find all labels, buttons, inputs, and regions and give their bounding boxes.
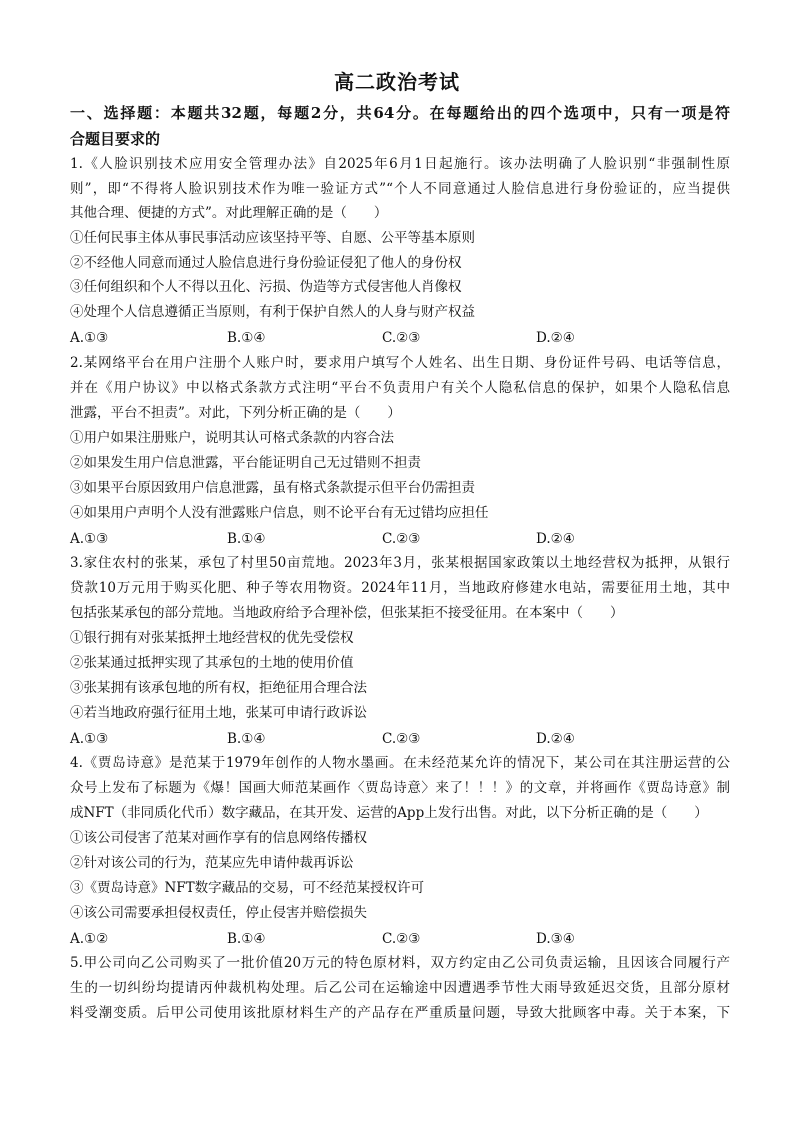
statement: ①用户如果注册账户，说明其认可格式条款的内容合法 xyxy=(70,430,394,446)
question-stem-line: 并在《用户协议》中以格式条款方式注明“平台不负责用户有关个人隐私信息的保护，如果个人隐私信息 xyxy=(70,380,730,396)
statement: ②张某通过抵押实现了其承包的土地的使用价值 xyxy=(70,655,354,671)
statement: ④该公司需要承担侵权责任，停止侵害并赔偿损失 xyxy=(70,905,367,921)
option-a: A.①③ xyxy=(70,531,109,547)
question-stem-line: 众号上发布了标题为《爆！国画大师范某画作〈贾岛诗意〉来了！！！》的文章，并将画作《贾岛诗意》制 xyxy=(70,780,730,796)
question-stem-line: 贷款10万元用于购买化肥、种子等农用物资。2024年11月，当地政府修建水电站，需要征用土地，其中 xyxy=(70,580,730,596)
section-heading-line-1: 一、选择题：本题共32题，每题2分，共64分。在每题给出的四个选项中，只有一项是符 xyxy=(70,104,730,122)
option-d: D.②④ xyxy=(536,531,575,547)
question-stem-line: 4.《贾岛诗意》是范某于1979年创作的人物水墨画。在未经范某允许的情况下，某公司在其注册运营的公 xyxy=(70,755,730,771)
statement: ①银行拥有对张某抵押土地经营权的优先受偿权 xyxy=(70,630,354,646)
option-b: B.①④ xyxy=(227,531,266,547)
option-c: C.②③ xyxy=(382,731,421,747)
option-b: B.①④ xyxy=(227,731,266,747)
statement: ④若当地政府强行征用土地，张某可申请行政诉讼 xyxy=(70,705,367,721)
statement: ②不经他人同意而通过人脸信息进行身份验证侵犯了他人的身份权 xyxy=(70,255,462,271)
statement: ④如果用户声明个人没有泄露账户信息，则不论平台有无过错均应担任 xyxy=(70,505,489,521)
answer-options xyxy=(70,328,730,348)
option-d: D.②④ xyxy=(536,330,575,346)
option-d: D.③④ xyxy=(536,931,575,947)
question-stem-line: 包括张某承包的部分荒地。当地政府给予合理补偿，但张某拒不接受征用。在本案中（ ） xyxy=(70,605,624,621)
answer-options xyxy=(70,729,730,749)
option-d: D.②④ xyxy=(536,731,575,747)
statement: ④处理个人信息遵循正当原则，有利于保护自然人的人身与财产权益 xyxy=(70,304,475,320)
option-a: A.①③ xyxy=(70,330,109,346)
option-c: C.②③ xyxy=(382,931,421,947)
option-c: C.②③ xyxy=(382,531,421,547)
question-stem-line: 其他合理、便捷的方式”。对此理解正确的是（ ） xyxy=(70,205,388,221)
statement: ①任何民事主体从事民事活动应该坚持平等、自愿、公平等基本原则 xyxy=(70,230,475,246)
option-a: A.①③ xyxy=(70,731,109,747)
section-heading-line-2: 合题目要求的 xyxy=(70,130,161,148)
option-c: C.②③ xyxy=(382,330,421,346)
section-heading xyxy=(70,100,730,152)
exam-title: 高二政治考试 xyxy=(334,70,460,94)
statement: ②如果发生用户信息泄露，平台能证明自己无过错则不担责 xyxy=(70,455,421,471)
question-stem-line: 则”，即“不得将人脸识别技术作为唯一验证方式”“个人不同意通过人脸信息进行身份验证的，应当提供 xyxy=(70,181,730,197)
question-stem-line: 料受潮变质。后甲公司使用该批原材料生产的产品存在严重质量问题，导致大批顾客中毒。关于本案，下 xyxy=(70,1005,730,1021)
statement: ③如果平台原因致用户信息泄露，虽有格式条款提示但平台仍需担责 xyxy=(70,480,475,496)
statement: ③任何组织和个人不得以丑化、污损、伪造等方式侵害他人肖像权 xyxy=(70,279,462,295)
answer-options xyxy=(70,929,730,949)
answer-options xyxy=(70,529,730,549)
option-b: B.①④ xyxy=(227,931,266,947)
option-b: B.①④ xyxy=(227,330,266,346)
question-stem-line: 2.某网络平台在用户注册个人账户时，要求用户填写个人姓名、出生日期、身份证件号码、电话等信息， xyxy=(70,355,730,371)
statement: ①该公司侵害了范某对画作享有的信息网络传播权 xyxy=(70,830,367,846)
question-stem-line: 5.甲公司向乙公司购买了一批价值20万元的特色原材料，双方约定由乙公司负责运输，且因该合同履行产 xyxy=(70,955,730,971)
question-stem-line: 生的一切纠纷均提请丙仲裁机构处理。后乙公司在运输途中因遭遇季节性大雨导致延迟交货，且部分原材 xyxy=(70,980,730,996)
statement: ②针对该公司的行为，范某应先申请仲裁再诉讼 xyxy=(70,855,354,871)
statement: ③《贾岛诗意》NFT数字藏品的交易，可不经范某授权许可 xyxy=(70,880,425,896)
question-stem-line: 泄露，平台不担责”。对此，下列分析正确的是（ ） xyxy=(70,405,401,421)
question-stem-line: 成NFT（非同质化代币）数字藏品，在其开发、运营的App上发行出售。对此，以下分析正确的是（ ） xyxy=(70,805,708,821)
option-a: A.①② xyxy=(70,931,109,947)
question-stem-line: 1.《人脸识别技术应用安全管理办法》自2025年6月1日起施行。该办法明确了人脸识别“非强制性原 xyxy=(70,156,730,172)
statement: ③张某拥有该承包地的所有权，拒绝征用合理合法 xyxy=(70,680,367,696)
question-stem-line: 3.家住农村的张某，承包了村里50亩荒地。2023年3月，张某根据国家政策以土地经营权为抵押，从银行 xyxy=(70,555,730,571)
